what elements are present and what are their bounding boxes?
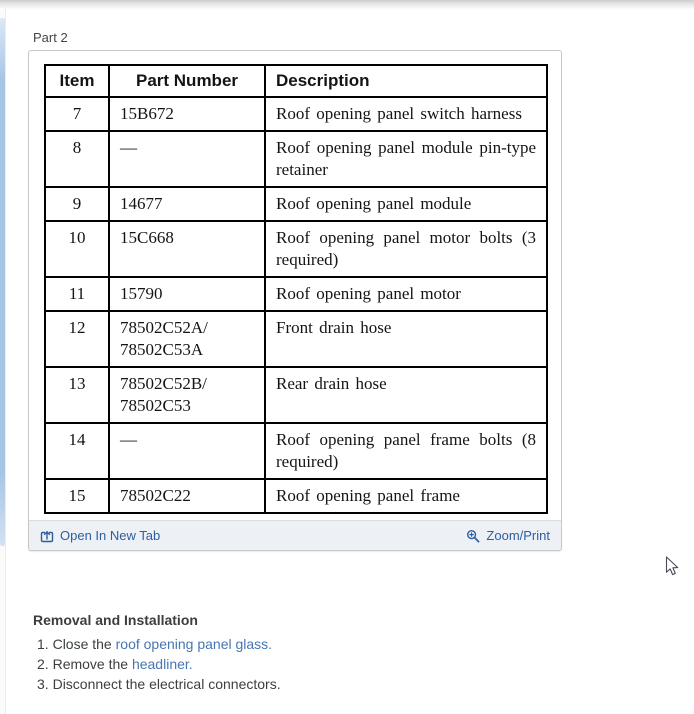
cell-description: Rear drain hose	[265, 367, 547, 423]
cell-part-number: 15790	[109, 277, 265, 311]
cell-description: Roof opening panel motor bolts (3 required)	[265, 221, 547, 277]
cell-part-number: 15C668	[109, 221, 265, 277]
top-shadow	[0, 0, 694, 10]
step-text: Close the	[52, 636, 116, 652]
step-number: 1.	[37, 636, 53, 652]
header-description: Description	[265, 65, 547, 97]
parts-table-body	[45, 97, 547, 513]
table-row	[45, 479, 547, 513]
mouse-cursor-icon	[665, 556, 681, 578]
cell-description: Roof opening panel frame bolts (8 required)	[265, 423, 547, 479]
cell-part-number: 78502C22	[109, 479, 265, 513]
cell-item: 8	[45, 131, 109, 187]
header-item: Item	[45, 65, 109, 97]
left-scrollbar-track[interactable]	[0, 8, 6, 714]
cell-part-number: 78502C52B/ 78502C53	[109, 367, 265, 423]
step-text: Disconnect the electrical connectors.	[52, 676, 281, 692]
step-link[interactable]: headliner.	[131, 656, 193, 672]
zoom-magnifier-icon	[466, 529, 480, 543]
cell-description: Roof opening panel frame	[265, 479, 547, 513]
zoom-print-label: Zoom/Print	[486, 528, 550, 543]
part-section-label: Part 2	[33, 30, 68, 45]
table-row	[45, 423, 547, 479]
table-row	[45, 221, 547, 277]
cell-description: Roof opening panel motor	[265, 277, 547, 311]
card-footer-toolbar	[29, 520, 561, 550]
table-header-row	[45, 65, 547, 97]
open-in-new-tab-link[interactable]	[40, 528, 160, 543]
removal-installation-heading: Removal and Installation	[33, 612, 198, 628]
step-link[interactable]: roof opening panel glass.	[115, 636, 273, 652]
table-row	[45, 367, 547, 423]
cell-item: 12	[45, 311, 109, 367]
cell-part-number: —	[109, 131, 265, 187]
cell-item: 9	[45, 187, 109, 221]
step-item	[33, 634, 668, 654]
table-row	[45, 277, 547, 311]
zoom-print-link[interactable]	[466, 528, 550, 543]
step-item	[33, 674, 668, 694]
cell-item: 7	[45, 97, 109, 131]
steps-list	[33, 634, 668, 694]
cell-part-number: 15B672	[109, 97, 265, 131]
step-item	[33, 654, 668, 674]
cell-item: 10	[45, 221, 109, 277]
table-row	[45, 311, 547, 367]
header-part-number: Part Number	[109, 65, 265, 97]
cell-item: 13	[45, 367, 109, 423]
step-text: Remove the	[52, 656, 132, 672]
cell-part-number: 14677	[109, 187, 265, 221]
cell-part-number: 78502C52A/ 78502C53A	[109, 311, 265, 367]
open-in-new-tab-label: Open In New Tab	[60, 528, 161, 543]
parts-table	[44, 64, 548, 514]
main-content	[28, 30, 668, 694]
cell-description: Roof opening panel module	[265, 187, 547, 221]
cell-item: 11	[45, 277, 109, 311]
table-row	[45, 131, 547, 187]
step-number: 2.	[37, 656, 53, 672]
parts-table-card	[28, 50, 562, 551]
cell-description: Front drain hose	[265, 311, 547, 367]
cell-item: 15	[45, 479, 109, 513]
step-number: 3.	[37, 676, 53, 692]
table-row	[45, 97, 547, 131]
cell-part-number: —	[109, 423, 265, 479]
open-in-new-tab-icon	[40, 529, 54, 543]
cell-description: Roof opening panel switch harness	[265, 97, 547, 131]
removal-installation-section	[33, 612, 668, 694]
table-row	[45, 187, 547, 221]
left-scrollbar-thumb[interactable]	[0, 18, 5, 546]
cell-description: Roof opening panel module pin-type retainer	[265, 131, 547, 187]
cell-item: 14	[45, 423, 109, 479]
